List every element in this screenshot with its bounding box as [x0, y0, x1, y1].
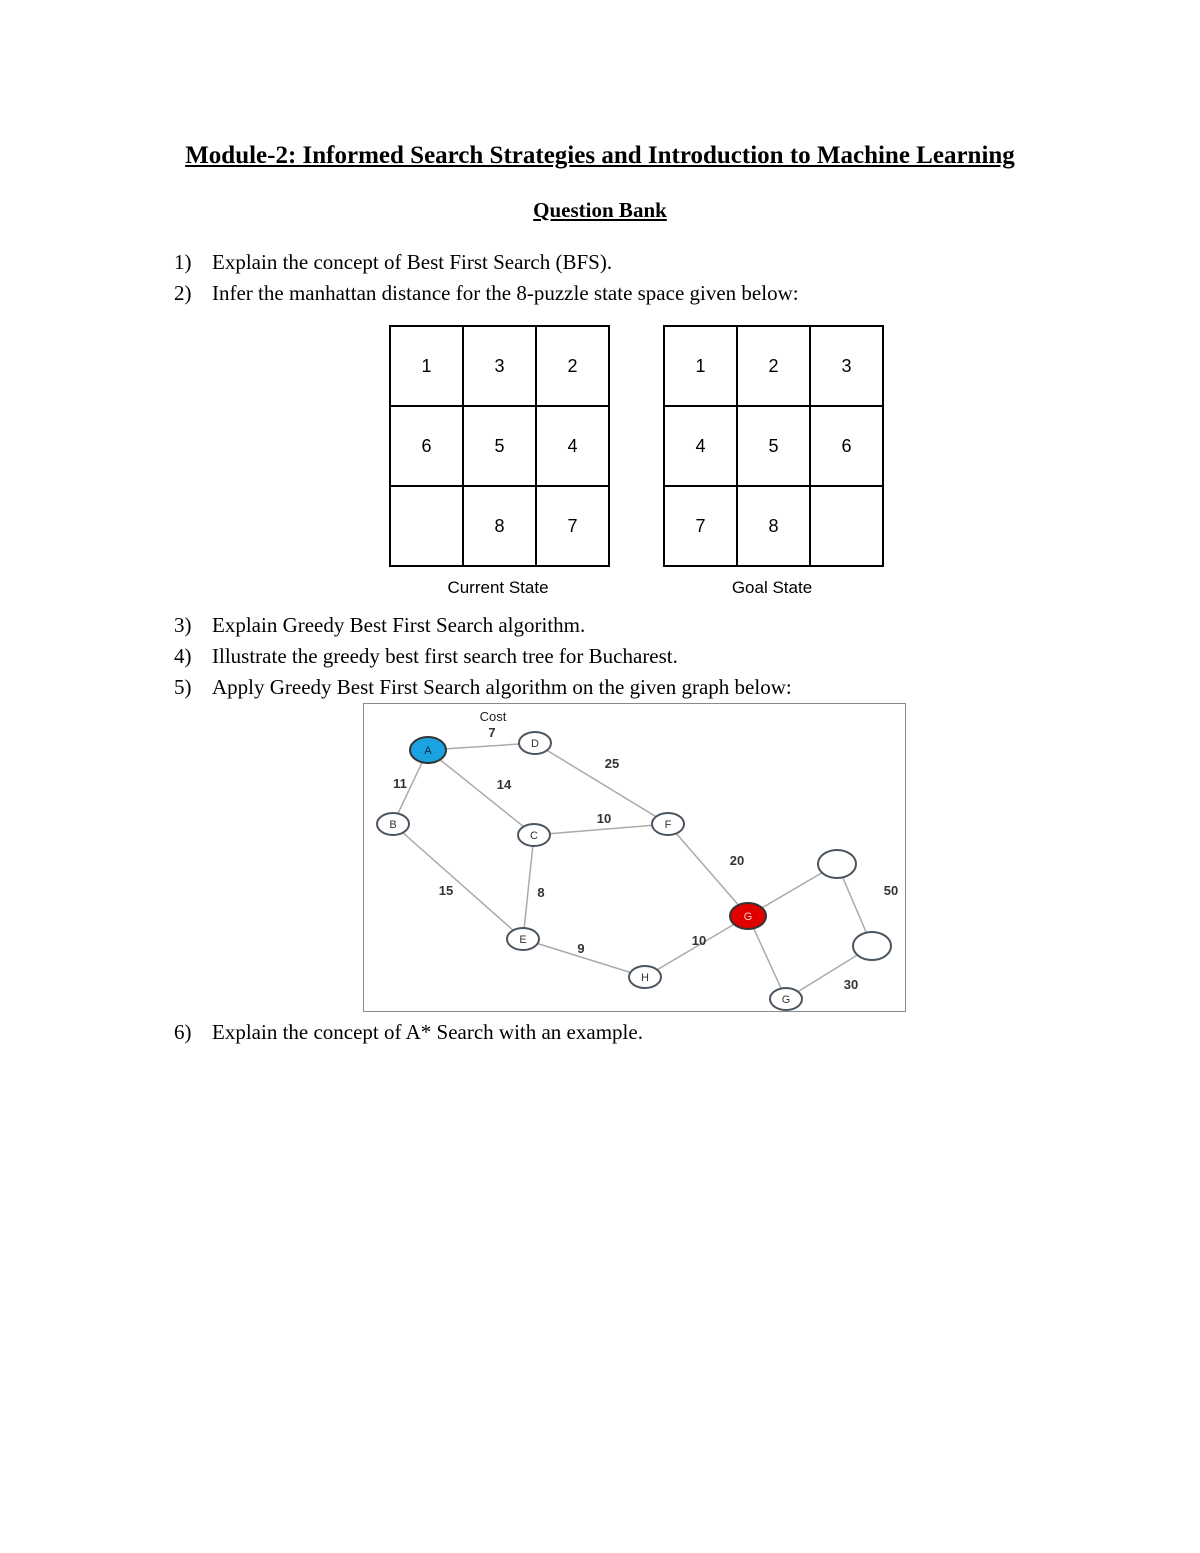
puzzle-cell: 7 — [536, 486, 609, 566]
puzzle-cell: 4 — [536, 406, 609, 486]
puzzle-cell: 4 — [664, 406, 737, 486]
cost-label: Cost — [479, 709, 507, 724]
graph-node-label: F — [664, 819, 672, 831]
question-number: 2) — [174, 281, 192, 305]
edge-weight-label: 9 — [577, 941, 585, 956]
graph-edge-F-G1 — [668, 824, 748, 916]
question-text: Explain Greedy Best First Search algorithm. — [212, 613, 586, 637]
current-state-caption: Current State — [447, 578, 549, 597]
edge-weight-label: 20 — [729, 853, 745, 868]
puzzle-cell: 1 — [664, 326, 737, 406]
edge-weight-label: 10 — [691, 933, 707, 948]
puzzle-cell — [390, 486, 463, 566]
graph-node-label: G — [743, 911, 753, 923]
graph-node-label: A — [424, 745, 432, 757]
graph-node-label: H — [641, 972, 649, 984]
graph-node-unlabeled — [818, 850, 856, 878]
graph-edge-B-E — [393, 824, 523, 939]
question-2 — [174, 281, 799, 306]
graph-diagram — [364, 704, 905, 1011]
goal-state-grid — [663, 325, 884, 567]
puzzle-cell: 5 — [463, 406, 536, 486]
puzzle-cell: 3 — [463, 326, 536, 406]
question-number: 6) — [174, 1020, 192, 1044]
puzzle-cell: 3 — [810, 326, 883, 406]
puzzle-cell — [810, 486, 883, 566]
edge-weight-label: 30 — [843, 977, 859, 992]
question-text: Illustrate the greedy best first search tree for Bucharest. — [212, 644, 678, 668]
puzzle-cell: 6 — [390, 406, 463, 486]
graph-edge-A-C — [428, 750, 534, 835]
edge-weight-label: 7 — [488, 725, 496, 740]
graph-node-label: C — [530, 830, 538, 842]
question-5 — [174, 675, 792, 700]
graph-node-unlabeled — [853, 932, 891, 960]
puzzle-cell: 5 — [737, 406, 810, 486]
question-4 — [174, 644, 678, 669]
question-number: 3) — [174, 613, 192, 637]
graph-node-label: B — [389, 819, 397, 831]
graph-node-label: E — [519, 934, 527, 946]
puzzle-cell: 7 — [664, 486, 737, 566]
question-text: Explain the concept of Best First Search (BFS). — [212, 250, 613, 274]
page-title: Module-2: Informed Search Strategies and Introduction to Machine Learning — [185, 142, 1015, 169]
puzzle-cell: 1 — [390, 326, 463, 406]
puzzle-cell: 8 — [737, 486, 810, 566]
edge-weight-label: 25 — [604, 756, 620, 771]
edge-weight-label: 15 — [438, 883, 454, 898]
puzzle-cell: 2 — [737, 326, 810, 406]
puzzle-cell: 8 — [463, 486, 536, 566]
current-state-grid — [389, 325, 610, 567]
edge-weight-label: 11 — [393, 776, 407, 791]
question-6 — [174, 1020, 643, 1045]
graph-figure — [363, 703, 906, 1012]
graph-node-label: D — [531, 738, 539, 750]
puzzle-cell: 6 — [810, 406, 883, 486]
goal-state-caption: Goal State — [731, 578, 813, 597]
edge-weight-label: 8 — [537, 885, 545, 900]
question-number: 5) — [174, 675, 192, 699]
question-bank-heading: Question Bank — [533, 198, 667, 222]
question-1 — [174, 250, 612, 275]
edge-weight-label: 10 — [596, 811, 612, 826]
graph-edge-C-E — [523, 835, 534, 939]
edge-weight-label: 14 — [496, 777, 512, 792]
question-number: 4) — [174, 644, 192, 668]
question-text: Apply Greedy Best First Search algorithm on the given graph below: — [212, 675, 792, 699]
edge-weight-label: 50 — [883, 883, 899, 898]
question-number: 1) — [174, 250, 192, 274]
question-3 — [174, 613, 585, 638]
question-text: Infer the manhattan distance for the 8-puzzle state space given below: — [212, 281, 799, 305]
question-text: Explain the concept of A* Search with an example. — [212, 1020, 643, 1044]
puzzle-cell: 2 — [536, 326, 609, 406]
graph-node-label: G — [781, 994, 791, 1006]
